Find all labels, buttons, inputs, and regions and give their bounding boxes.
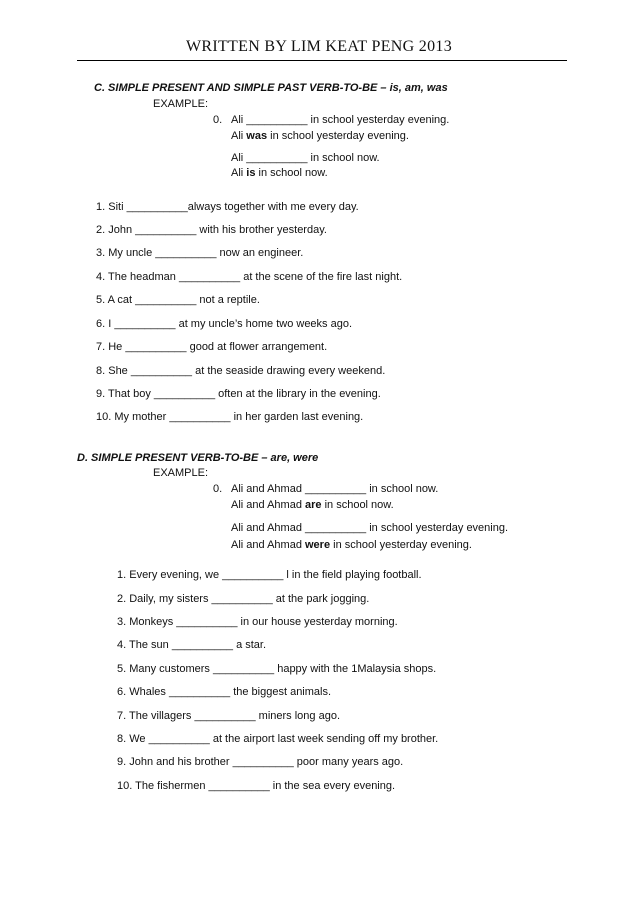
section-d-item-5: 5. Many customers __________ happy with the 1Malaysia shops. — [117, 663, 437, 675]
answer-prefix: Ali — [231, 130, 247, 142]
section-d-example-answer-2 — [231, 538, 472, 552]
answer-word: was — [246, 130, 268, 142]
section-c-example-question-2: Ali __________ in school now. — [231, 152, 380, 164]
section-c-example-answer-1 — [231, 129, 409, 143]
section-c-item-4: 4. The headman __________ at the scene of the fire last night. — [96, 271, 403, 283]
section-d-item-10: 10. The fishermen __________ in the sea every evening. — [117, 780, 396, 792]
page-header: WRITTEN BY LIM KEAT PENG 2013 — [185, 38, 452, 55]
section-c-example-number: 0. — [213, 114, 223, 126]
section-c-item-1: 1. Siti __________always together with me every day. — [96, 201, 359, 213]
section-c-example-answer-2 — [231, 166, 328, 180]
answer-word: are — [305, 499, 322, 511]
section-c-item-7: 7. He __________ good at flower arrangement. — [96, 341, 328, 353]
section-c-example-question-1: Ali __________ in school yesterday evening. — [231, 114, 450, 126]
section-c-item-3: 3. My uncle __________ now an engineer. — [96, 247, 304, 259]
section-d-item-1: 1. Every evening, we __________ l in the field playing football. — [117, 569, 422, 581]
section-c-item-10: 10. My mother __________ in her garden last evening. — [96, 411, 364, 423]
section-d-item-6: 6. Whales __________ the biggest animals. — [117, 686, 332, 698]
answer-prefix: Ali and Ahmad — [231, 499, 305, 511]
answer-word: is — [246, 167, 256, 179]
section-d-heading: D. SIMPLE PRESENT VERB-TO-BE – are, were — [77, 452, 319, 464]
section-d-item-3: 3. Monkeys __________ in our house yesterday morning. — [117, 616, 398, 628]
answer-prefix: Ali and Ahmad — [231, 539, 305, 551]
answer-suffix: in school now. — [321, 499, 394, 511]
section-d-example-label: EXAMPLE: — [153, 467, 209, 479]
section-d-item-2: 2. Daily, my sisters __________ at the park jogging. — [117, 593, 370, 605]
section-d-item-4: 4. The sun __________ a star. — [117, 639, 267, 651]
section-d-example-question-1: Ali and Ahmad __________ in school now. — [231, 483, 439, 495]
section-d-example-question-2: Ali and Ahmad __________ in school yesterday evening. — [231, 522, 509, 534]
section-d-item-8: 8. We __________ at the airport last week sending off my brother. — [117, 733, 439, 745]
section-c-item-6: 6. I __________ at my uncle’s home two weeks ago. — [96, 318, 353, 330]
answer-suffix: in school yesterday evening. — [267, 130, 409, 142]
answer-prefix: Ali — [231, 167, 247, 179]
section-c-item-9: 9. That boy __________ often at the library in the evening. — [96, 388, 381, 400]
section-c-example-label: EXAMPLE: — [153, 98, 209, 110]
answer-suffix: in school now. — [255, 167, 328, 179]
section-d-example-answer-1 — [231, 498, 394, 512]
section-c-item-8: 8. She __________ at the seaside drawing every weekend. — [96, 365, 386, 377]
section-d-example-number: 0. — [213, 483, 223, 495]
section-c-item-5: 5. A cat __________ not a reptile. — [96, 294, 260, 306]
section-d-item-9: 9. John and his brother __________ poor many years ago. — [117, 756, 404, 768]
answer-word: were — [305, 539, 331, 551]
section-c-item-2: 2. John __________ with his brother yesterday. — [96, 224, 327, 236]
section-d-item-7: 7. The villagers __________ miners long ago. — [117, 710, 341, 722]
section-c-heading: C. SIMPLE PRESENT AND SIMPLE PAST VERB-TO-BE – is, am, was — [94, 82, 448, 94]
answer-suffix: in school yesterday evening. — [330, 539, 472, 551]
header-rule — [77, 60, 567, 61]
